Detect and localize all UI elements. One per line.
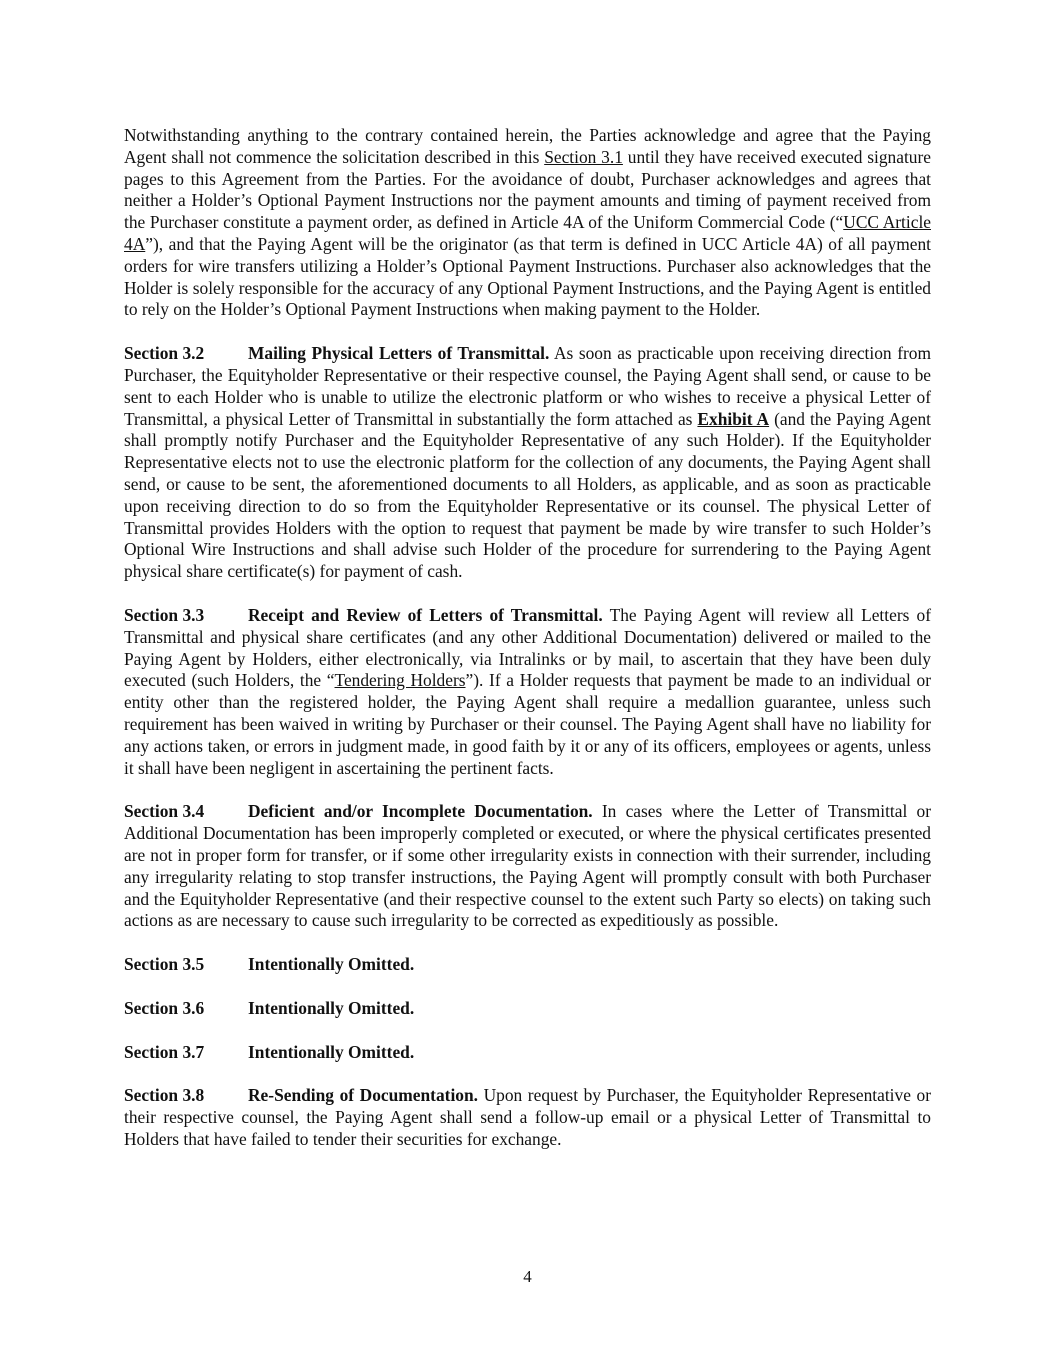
ucc-article-4a-defined-term: UCC Article 4A (124, 212, 931, 254)
section-number: Section 3.4 (124, 801, 205, 822)
page-number: 4 (523, 1267, 532, 1286)
section-body: Upon request by Purchaser, the Equityholder Representative or their respective counsel, the Paying Agent shall send a follow-up email or a physical Letter of Transmittal to Holders that have failed to tender their securities for exchange. (124, 1085, 931, 1150)
section-3-4 (124, 801, 931, 932)
section-title: Mailing Physical Letters of Transmittal. (248, 343, 550, 364)
section-3-8 (124, 1085, 931, 1150)
section-title: Deficient and/or Incomplete Documentation. (248, 801, 593, 822)
intro-paragraph (124, 125, 931, 321)
section-body: ”). If a Holder requests that payment be made to an individual or entity other than the registered holder, the Paying Agent shall require a medallion guarantee, unless such requirement has been waived in writing by Purchaser or their counsel. The Paying Agent shall have no liability for any actions taken, or errors in judgment made, in good faith by it or any of its officers, employees or agents, unless it shall have been negligent in ascertaining the pertinent facts. (124, 670, 931, 778)
section-number: Section 3.2 (124, 343, 205, 364)
section-title: Intentionally Omitted. (248, 997, 415, 1018)
section-3-5 (124, 954, 931, 976)
intro-text: ”), and that the Paying Agent will be the originator (as that term is defined in UCC Article 4A) of all payment orders for wire transfers utilizing a Holder’s Optional Payment Instructions. Purchaser also acknowledges that the Holder is solely responsible for the accuracy of any Optional Payment Instructions, and the Paying Agent is entitled to rely on the Holder’s Optional Payment Instructions when making payment to the Holder. (124, 233, 931, 320)
section-number: Section 3.6 (124, 997, 205, 1018)
exhibit-a-reference: Exhibit A (697, 408, 770, 429)
tendering-holders-defined-term: Tendering Holders (334, 670, 466, 691)
section-title: Intentionally Omitted. (248, 1041, 415, 1062)
section-number: Section 3.5 (124, 954, 205, 975)
section-number: Section 3.8 (124, 1085, 205, 1106)
section-number: Section 3.3 (124, 604, 205, 625)
section-title: Receipt and Review of Letters of Transmittal. (248, 604, 603, 625)
section-3-3 (124, 605, 931, 779)
section-3-7 (124, 1042, 931, 1064)
section-title: Re-Sending of Documentation. (248, 1085, 478, 1106)
section-3-2 (124, 343, 931, 583)
section-body: In cases where the Letter of Transmittal or Additional Documentation has been improperly completed or executed, or where the physical certificates presented are not in proper form for transfer, or if some other irregularity exists in connection with their surrender, including any irregularity relating to stop transfer instructions, the Paying Agent will promptly consult with both Purchaser and the Equityholder Representative (and their respective counsel to the extent such Party so elects) on taking such actions as are necessary to cause such irregularity to be corrected as expeditiously as possible. (124, 801, 931, 931)
section-body: As soon as practicable upon receiving direction from Purchaser, the Equityholder Representative or their respective counsel, the Paying Agent shall send, or cause to be sent to each Holder who is unable to utilize the electronic platform or who wishes to receive a physical Letter of Transmittal, a physical Letter of Transmittal in substantially the form attached as (124, 343, 931, 429)
section-body: (and the Paying Agent shall promptly notify Purchaser and the Equityholder Representative of any such Holder). If the Equityholder Representative elects not to use the electronic platform for the collection of any documents, the Paying Agent shall send, or cause to be sent, the aforementioned documents to all Holders, as applicable, and as soon as practicable upon receiving direction to do so from the Equityholder Representative or its counsel. The physical Letter of Transmittal provides Holders with the option to request that payment be made by wire transfer to such Holder’s Optional Wire Instructions and shall advise such Holder of the procedure for surrendering to the Paying Agent physical share certificate(s) for payment of cash. (124, 408, 931, 582)
section-3-6 (124, 998, 931, 1020)
section-number: Section 3.7 (124, 1041, 205, 1062)
intro-text: Notwithstanding anything to the contrary contained herein, the Parties acknowledge and agree that the Paying Agent shall not commence the solicitation described in this (124, 125, 931, 167)
section-body: The Paying Agent will review all Letters of Transmittal and physical share certificates (and any other Additional Documentation) delivered or mailed to the Paying Agent by Holders, either electronically, via Intralinks or by mail, to ascertain that they have been duly executed (such Holders, the “ (124, 604, 932, 691)
document-page (124, 125, 931, 1173)
intro-text: until they have received executed signature pages to this Agreement from the Parties. For the avoidance of doubt, Purchaser acknowledges and agrees that neither a Holder’s Optional Payment Instructions nor the payment amounts and timing of payment received from the Purchaser constitute a payment order, as defined in Article 4A of the Uniform Commercial Code (“ (124, 146, 931, 233)
section-3-1-reference: Section 3.1 (544, 146, 623, 167)
section-title: Intentionally Omitted. (248, 954, 415, 975)
